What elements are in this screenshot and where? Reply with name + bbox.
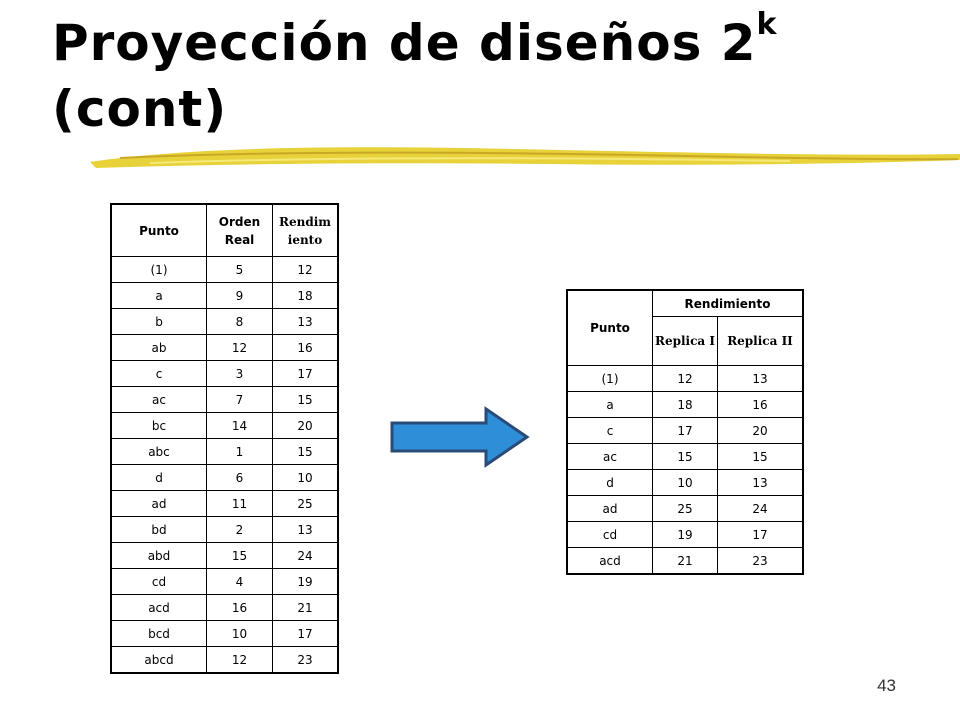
cell-punto: ac	[111, 387, 207, 413]
cell-rendimiento: 25	[273, 491, 339, 517]
cell-punto: ad	[111, 491, 207, 517]
page-number: 43	[877, 676, 896, 695]
table-row	[111, 387, 338, 413]
table-row	[111, 309, 338, 335]
header-rendimiento: Rendim iento	[273, 204, 339, 257]
header-punto: Punto	[111, 204, 207, 257]
table-row	[567, 470, 803, 496]
table-replicas	[566, 289, 804, 575]
cell-punto: abcd	[111, 647, 207, 674]
table-row	[567, 548, 803, 575]
cell-replica-i: 10	[653, 470, 718, 496]
cell-punto: ab	[111, 335, 207, 361]
title-underline-brush	[90, 138, 960, 174]
cell-orden: 8	[207, 309, 273, 335]
cell-punto: a	[567, 392, 653, 418]
cell-replica-i: 17	[653, 418, 718, 444]
right-arrow-icon	[390, 406, 530, 468]
table-row	[111, 491, 338, 517]
header-rendimiento: Rendimiento	[653, 290, 804, 317]
cell-replica-ii: 15	[718, 444, 804, 470]
cell-punto: acd	[567, 548, 653, 575]
cell-orden: 16	[207, 595, 273, 621]
cell-punto: d	[567, 470, 653, 496]
cell-punto: bd	[111, 517, 207, 543]
cell-orden: 4	[207, 569, 273, 595]
cell-replica-i: 18	[653, 392, 718, 418]
cell-rendimiento: 17	[273, 361, 339, 387]
table-row	[567, 392, 803, 418]
table-row	[567, 496, 803, 522]
table-row	[111, 335, 338, 361]
header-orden-real: Orden Real	[207, 204, 273, 257]
cell-replica-i: 19	[653, 522, 718, 548]
table-row	[567, 366, 803, 392]
table-row	[567, 522, 803, 548]
cell-punto: acd	[111, 595, 207, 621]
cell-replica-i: 15	[653, 444, 718, 470]
cell-punto: c	[567, 418, 653, 444]
cell-replica-ii: 13	[718, 470, 804, 496]
cell-punto: ad	[567, 496, 653, 522]
cell-rendimiento: 13	[273, 309, 339, 335]
cell-orden: 11	[207, 491, 273, 517]
cell-replica-ii: 20	[718, 418, 804, 444]
cell-orden: 12	[207, 335, 273, 361]
cell-replica-i: 21	[653, 548, 718, 575]
table-row	[111, 465, 338, 491]
cell-punto: bc	[111, 413, 207, 439]
table-row	[567, 418, 803, 444]
cell-orden: 14	[207, 413, 273, 439]
cell-rendimiento: 15	[273, 439, 339, 465]
table-orden-real	[110, 203, 339, 674]
table-header-row	[111, 204, 338, 257]
cell-orden: 6	[207, 465, 273, 491]
cell-replica-ii: 23	[718, 548, 804, 575]
header-replica-ii: Replica II	[718, 317, 804, 366]
cell-rendimiento: 18	[273, 283, 339, 309]
cell-orden: 5	[207, 257, 273, 283]
cell-punto: c	[111, 361, 207, 387]
cell-replica-ii: 24	[718, 496, 804, 522]
cell-punto: b	[111, 309, 207, 335]
table-row	[111, 517, 338, 543]
cell-replica-i: 12	[653, 366, 718, 392]
table-row	[111, 543, 338, 569]
cell-orden: 7	[207, 387, 273, 413]
table-row	[111, 621, 338, 647]
cell-rendimiento: 12	[273, 257, 339, 283]
cell-replica-ii: 16	[718, 392, 804, 418]
cell-orden: 1	[207, 439, 273, 465]
table-row	[111, 569, 338, 595]
cell-replica-i: 25	[653, 496, 718, 522]
cell-rendimiento: 21	[273, 595, 339, 621]
cell-orden: 12	[207, 647, 273, 674]
cell-punto: ac	[567, 444, 653, 470]
cell-rendimiento: 20	[273, 413, 339, 439]
table-row	[111, 257, 338, 283]
header-replica-i: Replica I	[653, 317, 718, 366]
cell-punto: cd	[567, 522, 653, 548]
table-row	[111, 647, 338, 674]
header-punto: Punto	[567, 290, 653, 366]
cell-punto: abd	[111, 543, 207, 569]
table-row	[111, 413, 338, 439]
cell-orden: 15	[207, 543, 273, 569]
cell-rendimiento: 23	[273, 647, 339, 674]
cell-punto: bcd	[111, 621, 207, 647]
slide-title	[52, 7, 932, 142]
table-row	[111, 283, 338, 309]
table-row	[111, 439, 338, 465]
cell-rendimiento: 16	[273, 335, 339, 361]
cell-rendimiento: 15	[273, 387, 339, 413]
cell-orden: 3	[207, 361, 273, 387]
table-row	[567, 444, 803, 470]
cell-rendimiento: 24	[273, 543, 339, 569]
cell-orden: 2	[207, 517, 273, 543]
cell-punto: cd	[111, 569, 207, 595]
title-superscript: k	[756, 7, 778, 42]
table-row	[111, 361, 338, 387]
table-row	[111, 595, 338, 621]
cell-punto: d	[111, 465, 207, 491]
cell-replica-ii: 13	[718, 366, 804, 392]
cell-replica-ii: 17	[718, 522, 804, 548]
cell-rendimiento: 10	[273, 465, 339, 491]
cell-punto: (1)	[567, 366, 653, 392]
cell-rendimiento: 13	[273, 517, 339, 543]
cell-punto: abc	[111, 439, 207, 465]
cell-punto: (1)	[111, 257, 207, 283]
cell-orden: 10	[207, 621, 273, 647]
table-header-row	[567, 290, 803, 317]
title-line2: (cont)	[52, 80, 228, 138]
title-main: Proyección de diseños 2	[52, 14, 757, 72]
cell-orden: 9	[207, 283, 273, 309]
cell-punto: a	[111, 283, 207, 309]
cell-rendimiento: 17	[273, 621, 339, 647]
cell-rendimiento: 19	[273, 569, 339, 595]
